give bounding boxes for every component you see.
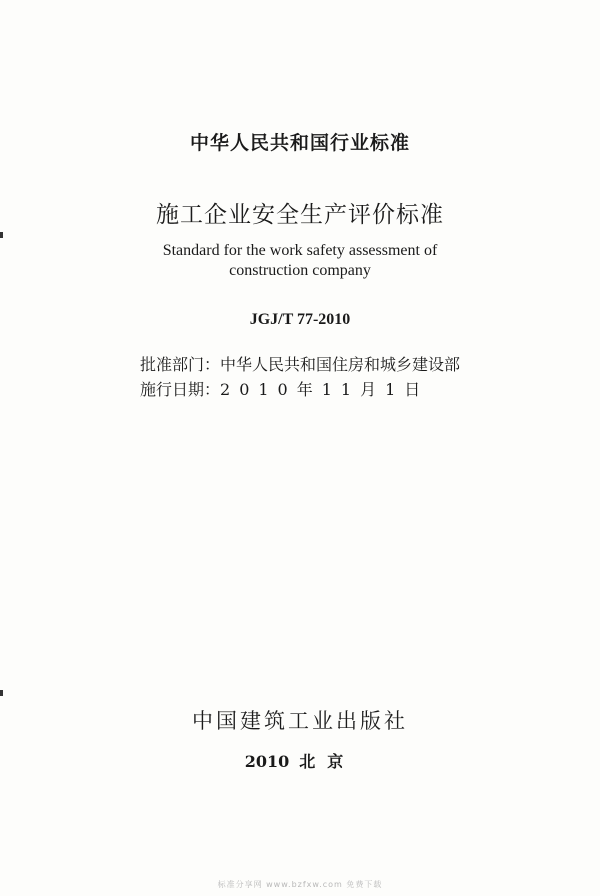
publisher-name: 中国建筑工业出版社 <box>192 709 408 733</box>
scan-edge-mark <box>0 232 3 238</box>
standard-series-heading: 中华人民共和国行业标准 <box>189 132 410 154</box>
title-english-line-2: construction company <box>229 262 371 279</box>
title-english-line-1: Standard for the work safety assessment of <box>162 242 438 259</box>
approval-authority-label: 批准部门： <box>140 355 221 374</box>
document-title-english <box>0 241 600 281</box>
standard-code: JGJ/T 77-2010 <box>249 311 351 328</box>
publication-city: 北京 <box>299 752 356 771</box>
effective-date-label: 施行日期： <box>140 380 221 399</box>
scan-edge-mark <box>0 690 3 696</box>
approval-authority-value: 中华人民共和国住房和城乡建设部 <box>220 355 461 374</box>
effective-date-row <box>140 377 429 400</box>
watermark-footer: 标准分享网 www.bzfxw.com 免费下载 <box>217 880 383 889</box>
publication-year: 2010 <box>244 752 290 771</box>
effective-date-value: 2010年11月1日 <box>220 380 430 399</box>
publication-place <box>0 749 600 772</box>
document-title-chinese: 施工企业安全生产评价标准 <box>156 202 444 228</box>
approval-authority-row <box>140 352 460 375</box>
